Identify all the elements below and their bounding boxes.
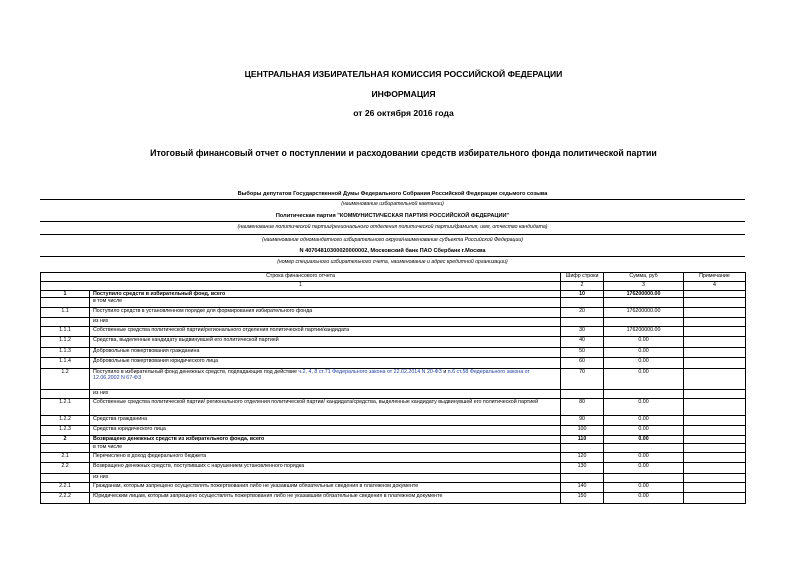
- table-row: [41, 368, 746, 389]
- commission-title: ЦЕНТРАЛЬНАЯ ИЗБИРАТЕЛЬНАЯ КОМИССИЯ РОССИЙСКОЙ ФЕДЕРАЦИИ: [244, 69, 563, 79]
- row-note: [684, 337, 746, 347]
- row-note: [684, 415, 746, 425]
- report-title: Итоговый финансовый отчет о поступлении и расходовании средств избирательного фонда политической партии: [150, 148, 657, 158]
- row-sum: [604, 298, 684, 307]
- column-number: 1: [41, 282, 561, 291]
- row-number: [41, 473, 90, 482]
- row-description: из них: [90, 473, 561, 482]
- financial-report-table: [40, 272, 746, 504]
- table-row: [41, 317, 746, 326]
- table-row: [41, 426, 746, 436]
- table-row: [41, 358, 746, 368]
- row-sum: 176200000.00: [604, 326, 684, 336]
- row-number: 1.1.1: [41, 326, 90, 336]
- header-code: Шифр строки: [561, 273, 604, 282]
- row-code: 80: [561, 398, 604, 415]
- row-note: [684, 307, 746, 317]
- row-note: [684, 358, 746, 368]
- table-row: [41, 415, 746, 425]
- table-header-row: [41, 273, 746, 282]
- row-sum: 0.00: [604, 337, 684, 347]
- row-code: 130: [561, 463, 604, 473]
- row-note: [684, 368, 746, 389]
- divider: [40, 199, 745, 200]
- row-description: Средства, выделенные кандидату выдвинувшей его политической партией: [90, 337, 561, 347]
- row-number: 1.2.2: [41, 415, 90, 425]
- row-code: 40: [561, 337, 604, 347]
- row-sum: 0.00: [604, 398, 684, 415]
- divider: [40, 256, 745, 257]
- row-number: 2.1: [41, 452, 90, 462]
- row-note: [684, 452, 746, 462]
- row-code: 110: [561, 436, 604, 443]
- row-sum: [604, 317, 684, 326]
- row-description-text: Поступило в избирательный фонд денежных средств, подпадающих под действие: [93, 368, 299, 375]
- row-description: в том числе: [90, 443, 561, 452]
- row-description: из них: [90, 317, 561, 326]
- row-sum: 0.00: [604, 426, 684, 436]
- row-number: 2.2.1: [41, 482, 90, 492]
- table-row: [41, 473, 746, 482]
- row-sum: [604, 389, 684, 398]
- row-note: [684, 463, 746, 473]
- row-code: 20: [561, 307, 604, 317]
- row-code: 50: [561, 347, 604, 357]
- row-code: 30: [561, 326, 604, 336]
- campaign-name: Выборы депутатов Государственной Думы Федерального Собрания Российской Федерации седьмого созыва: [237, 191, 548, 197]
- row-number: 1.1.2: [41, 337, 90, 347]
- document-type: ИНФОРМАЦИЯ: [371, 89, 436, 99]
- row-code: 10: [561, 291, 604, 298]
- row-sum: 0.00: [604, 493, 684, 503]
- bank-account-hint: (номер специального избирательного счета, наименование и адрес кредитной организации): [277, 259, 508, 265]
- row-description: Поступило средств в установленном порядке для формирования избирательного фонда: [90, 307, 561, 317]
- row-sum: [604, 473, 684, 482]
- row-code: 100: [561, 426, 604, 436]
- row-sum: 0.00: [604, 358, 684, 368]
- row-sum: 176200000.00: [604, 291, 684, 298]
- party-name: Политическая партия "КОММУНИСТИЧЕСКАЯ ПАРТИЯ РОССИЙСКОЙ ФЕДЕРАЦИИ": [275, 213, 510, 219]
- table-row: [41, 291, 746, 298]
- row-code: [561, 443, 604, 452]
- row-code: [561, 298, 604, 307]
- row-note: [684, 443, 746, 452]
- row-sum: 0.00: [604, 347, 684, 357]
- row-description: Средства гражданина: [90, 415, 561, 425]
- header-row-name: Строка финансового отчета: [41, 273, 561, 282]
- row-description: Поступило средств в избирательный фонд, всего: [90, 291, 561, 298]
- column-number: 2: [561, 282, 604, 291]
- row-note: [684, 493, 746, 503]
- row-description: Возвращено денежных средств, поступивших с нарушением установленного порядка: [90, 463, 561, 473]
- row-code: 60: [561, 358, 604, 368]
- row-number: 1.1.4: [41, 358, 90, 368]
- district-hint: (наименование одномандатного избирательного округа/наименование субъекта Российской Федерации): [261, 237, 523, 243]
- row-description: Возвращено денежных средств из избирательного фонда, всего: [90, 436, 561, 443]
- law-reference-link[interactable]: ч.2, 4, 8 ст.71 Федерального закона от 22.02.2014 N 20-ФЗ: [298, 368, 442, 375]
- row-code: [561, 473, 604, 482]
- row-note: [684, 326, 746, 336]
- campaign-name-hint: (наименование избирательной кампании): [341, 201, 444, 207]
- row-sum: 176200000.00: [604, 307, 684, 317]
- table-row: [41, 443, 746, 452]
- row-description: Добровольные пожертвования гражданина: [90, 347, 561, 357]
- table-row: [41, 337, 746, 347]
- row-sum: [604, 443, 684, 452]
- row-number: 1.2: [41, 368, 90, 389]
- row-description: Собственные средства политической партии/регионального отделения политической партии/кандидата: [90, 326, 561, 336]
- row-sum: 0.00: [604, 436, 684, 443]
- row-code: [561, 317, 604, 326]
- row-number: 2.2.2: [41, 493, 90, 503]
- row-number: [41, 317, 90, 326]
- row-note: [684, 298, 746, 307]
- table-row: [41, 493, 746, 503]
- row-number: [41, 298, 90, 307]
- row-sum: 0.00: [604, 463, 684, 473]
- row-description: из них: [90, 389, 561, 398]
- row-description: в том числе: [90, 298, 561, 307]
- table-row: [41, 307, 746, 317]
- row-number: 2.2: [41, 463, 90, 473]
- row-description: Гражданам, которым запрещено осуществлять пожертвования либо не указавшим обязательные сведения в платежном документе: [90, 482, 561, 492]
- row-number: 1.1: [41, 307, 90, 317]
- row-number: 1.2.1: [41, 398, 90, 415]
- row-number: 2: [41, 436, 90, 443]
- row-note: [684, 317, 746, 326]
- table-row: [41, 452, 746, 462]
- row-note: [684, 436, 746, 443]
- row-number: 1: [41, 291, 90, 298]
- table-row: [41, 398, 746, 415]
- row-number: 1.2.3: [41, 426, 90, 436]
- bank-account: N 40704810300020000002, Московский банк ПАО Сбербанк г.Москва: [299, 248, 486, 254]
- row-note: [684, 482, 746, 492]
- row-sum: 0.00: [604, 482, 684, 492]
- column-number: 3: [604, 282, 684, 291]
- row-note: [684, 347, 746, 357]
- table-row: [41, 326, 746, 336]
- row-description: Юридическим лицам, которым запрещено осуществлять пожертвования либо не указавшим обязательные сведения в платежном документе: [90, 493, 561, 503]
- column-number: 4: [684, 282, 746, 291]
- table-row: [41, 463, 746, 473]
- row-number: 1.1.3: [41, 347, 90, 357]
- row-sum: 0.00: [604, 415, 684, 425]
- divider: [40, 221, 745, 222]
- row-sum: 0.00: [604, 368, 684, 389]
- row-code: [561, 389, 604, 398]
- row-description-text: и: [441, 368, 448, 375]
- row-note: [684, 389, 746, 398]
- row-description: Средства юридического лица: [90, 426, 561, 436]
- row-note: [684, 398, 746, 415]
- row-description: Добровольные пожертвования юридического лица: [90, 358, 561, 368]
- row-sum: 0.00: [604, 452, 684, 462]
- table-row: [41, 298, 746, 307]
- row-code: 140: [561, 482, 604, 492]
- row-note: [684, 291, 746, 298]
- row-description: [90, 368, 561, 389]
- row-note: [684, 426, 746, 436]
- table-row: [41, 482, 746, 492]
- law-reference-link[interactable]: п.6 ст.58 Федерального закона от 12.06.2002 N 67-ФЗ: [93, 368, 530, 381]
- row-note: [684, 473, 746, 482]
- row-number: [41, 389, 90, 398]
- table-row: [41, 436, 746, 443]
- row-description: Перечислено в доход федерального бюджета: [90, 452, 561, 462]
- row-code: 120: [561, 452, 604, 462]
- row-code: 90: [561, 415, 604, 425]
- table-row: [41, 347, 746, 357]
- header-note: Примечание: [684, 273, 746, 282]
- row-description: Собственные средства политической партии/ регионального отделения политической партии/ кандидата/средства, выделенные кандидату выдвинувшей его политической партией: [90, 398, 561, 415]
- document-date: от 26 октября 2016 года: [353, 108, 454, 118]
- column-number-row: [41, 282, 746, 291]
- row-code: 70: [561, 368, 604, 389]
- party-name-hint: (наименование политической партии/регионального отделения политической партии/фамилия, имя, отчество кандидата): [237, 224, 548, 230]
- row-number: [41, 443, 90, 452]
- table-row: [41, 389, 746, 398]
- header-sum: Сумма, руб: [604, 273, 684, 282]
- row-code: 150: [561, 493, 604, 503]
- divider: [40, 234, 745, 235]
